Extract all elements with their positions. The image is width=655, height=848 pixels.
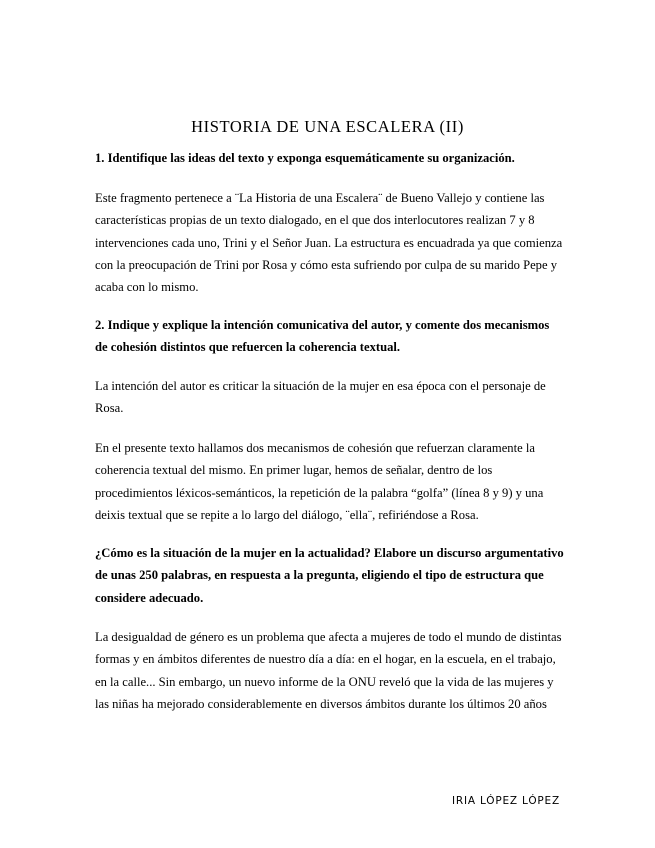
answer-2a: La intención del autor es criticar la situación de la mujer en esa época con el personaje de Rosa. — [95, 379, 546, 416]
document-title: HISTORIA DE UNA ESCALERA (II) — [191, 117, 464, 136]
answer-1: Este fragmento pertenece a ¨La Historia de una Escalera¨ de Bueno Vallejo y contiene las características propias de un texto dialogado, en el que dos interlocutores realizan 7 y 8 intervenciones cada uno, Trini y el Señor Juan. La estructura es encuadrada ya que comienza con la preocupación de Trini por Rosa y cómo esta sufriendo por culpa de su marido Pepe y acaba con lo mismo. — [95, 191, 563, 295]
question-3: ¿Cómo es la situación de la mujer en la actualidad? Elabore un discurso argumentativo de unas 250 palabras, en respuesta a la pregunta, eligiendo el tipo de estructura que considere adecuado. — [95, 546, 564, 605]
answer-2b: En el presente texto hallamos dos mecanismos de cohesión que refuerzan claramente la coherencia textual del mismo. En primer lugar, hemos de señalar, dentro de los procedimientos léxicos-semánticos, la repetición de la palabra “golfa” (línea 8 y 9) y una deixis textual que se repite a lo largo del diálogo, ¨ella¨, refiriéndose a Rosa. — [95, 441, 544, 522]
author-name: IRIA LÓPEZ LÓPEZ — [452, 795, 560, 807]
question-1: 1. Identifique las ideas del texto y exponga esquemáticamente su organización. — [95, 151, 515, 165]
answer-3: La desigualdad de género es un problema que afecta a mujeres de todo el mundo de distintas formas y en ámbitos diferentes de nuestro día a día: en el hogar, en la escuela, en el trabajo, en la calle... Sin embargo, un nuevo informe de la ONU reveló que la vida de las mujeres y las niñas ha mejorado considerablemente en diversos ámbitos durante los últimos 20 años — [95, 630, 562, 711]
question-2: 2. Indique y explique la intención comunicativa del autor, y comente dos mecanismos de cohesión distintos que refuercen la coherencia textual. — [95, 318, 550, 355]
